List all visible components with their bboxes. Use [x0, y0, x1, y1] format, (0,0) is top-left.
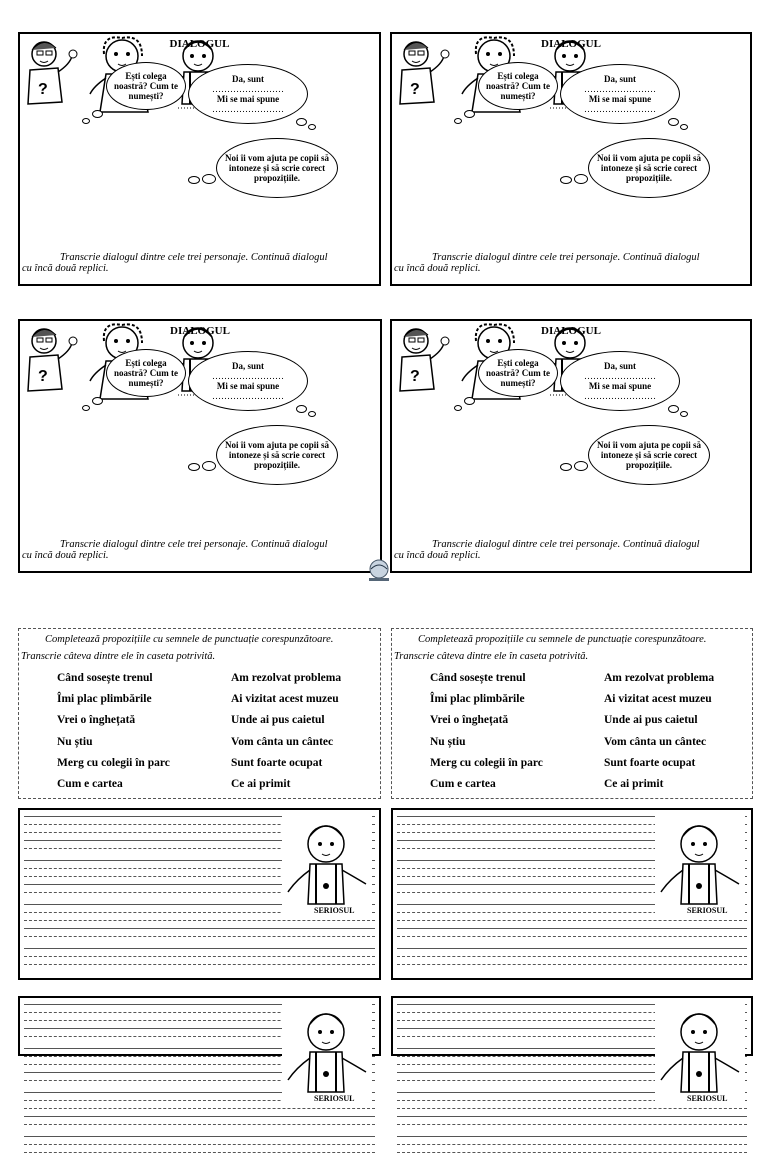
serious-boy-illustration — [655, 814, 745, 914]
help-text: Noi îi vom ajuta pe copii să intoneze și să scrie corect propozițiile. — [224, 440, 329, 470]
dialog-card — [390, 32, 752, 286]
sentence: Nu știu — [57, 735, 93, 748]
sentence: Ai vizitat acest muzeu — [604, 693, 712, 706]
sentence: Îmi plac plimbările — [430, 693, 525, 706]
dialog-card — [18, 32, 381, 286]
question-bubble — [106, 349, 186, 397]
svg-text:?: ? — [38, 81, 48, 98]
answer-line2: Mi se mai spune — [216, 94, 280, 104]
sentence: Merg cu colegii în parc — [430, 756, 543, 769]
exercise-instruction — [394, 631, 748, 665]
help-text: Noi îi vom ajuta pe copii să intoneze și să scrie corect propozițiile. — [596, 440, 701, 470]
answer-line1: Da, sunt — [231, 361, 264, 371]
instruction-line2: Transcrie câteva dintre ele în caseta potrivită. — [21, 651, 216, 662]
sentence: Nu știu — [430, 735, 466, 748]
question-bubble — [478, 62, 558, 110]
answer-dots: …………………… — [584, 84, 656, 94]
card-caption — [394, 539, 738, 561]
sentence: Îmi plac plimbările — [57, 693, 152, 706]
answer-line2: Mi se mai spune — [216, 381, 280, 391]
help-bubble — [588, 425, 710, 485]
question-text: Ești colega noastră? Cum te numești? — [114, 358, 178, 388]
card-title: DIALOGUL — [169, 38, 230, 50]
question-text: Ești colega noastră? Cum te numești? — [486, 358, 550, 388]
character-label: SERIOSUL — [687, 906, 728, 915]
answer-dots: …………………… — [212, 84, 284, 94]
help-bubble — [216, 138, 338, 198]
writing-card — [391, 996, 753, 1103]
sentence: Cum e cartea — [57, 778, 123, 791]
sentence: Vom cânta un cântec — [604, 735, 707, 748]
card-title: DIALOGUL — [170, 325, 230, 337]
card-title: DIALOGUL — [541, 38, 601, 50]
caption-line2: cu încă două replici. — [394, 263, 481, 274]
sentence: Vom cânta un cântec — [231, 735, 334, 748]
question-text: Ești colega noastră? Cum te numești? — [486, 71, 550, 101]
caption-line1: Transcrie dialogul dintre cele trei personaje. Continuă dialogul — [60, 252, 328, 263]
instruction-line2: Transcrie câteva dintre ele în caseta potrivită. — [394, 651, 589, 662]
sentence: Ai vizitat acest muzeu — [231, 693, 339, 706]
instruction-line1: Completează propozițiile cu semnele de punctuație corespunzătoare. — [45, 634, 334, 645]
sentence: Când sosește trenul — [430, 672, 526, 684]
answer-dots-2: …………………… — [584, 104, 656, 114]
sentence: Am rezolvat problema — [231, 672, 342, 684]
help-text: Noi îi vom ajuta pe copii să intoneze și să scrie corect propozițiile. — [596, 153, 701, 183]
exercise-instruction — [21, 631, 376, 665]
card-caption — [22, 539, 368, 561]
sentence: Am rezolvat problema — [604, 672, 715, 684]
sentence: Sunt foarte ocupat — [604, 756, 696, 769]
writing-card — [18, 996, 381, 1103]
dialog-card — [18, 319, 382, 573]
answer-bubble — [188, 351, 308, 411]
writing-card — [391, 808, 753, 980]
serious-boy-illustration — [282, 1002, 372, 1102]
sentence: Ce ai primit — [604, 778, 664, 791]
answer-dots: …………………… — [584, 371, 656, 381]
caption-line1: Transcrie dialogul dintre cele trei personaje. Continuă dialogul — [60, 539, 328, 550]
sentence: Când sosește trenul — [57, 672, 153, 684]
caption-line2: cu încă două replici. — [394, 550, 481, 561]
answer-line1: Da, sunt — [603, 74, 636, 84]
svg-text:?: ? — [38, 368, 48, 385]
left-sentences — [57, 668, 170, 795]
answer-dots-2: …………………… — [212, 391, 284, 401]
card-title: DIALOGUL — [541, 325, 601, 337]
sentence: Unde ai pus caietul — [231, 714, 325, 727]
character-label: SERIOSUL — [687, 1094, 728, 1103]
sentence: Vrei o înghețată — [57, 714, 136, 727]
answer-bubble — [188, 64, 308, 124]
caption-line1: Transcrie dialogul dintre cele trei personaje. Continuă dialogul — [432, 539, 700, 550]
left-sentences — [430, 668, 543, 795]
answer-bubble — [560, 351, 680, 411]
answer-line2: Mi se mai spune — [588, 381, 652, 391]
question-bubble — [478, 349, 558, 397]
right-sentences — [604, 668, 714, 795]
question-text: Ești colega noastră? Cum te numești? — [114, 71, 178, 101]
character-label: SERIOSUL — [314, 906, 355, 915]
sentence: Sunt foarte ocupat — [231, 756, 323, 769]
caption-line1: Transcrie dialogul dintre cele trei personaje. Continuă dialogul — [432, 252, 700, 263]
question-bubble — [106, 62, 186, 110]
punctuation-exercise — [18, 628, 381, 799]
sentence: Ce ai primit — [231, 778, 291, 791]
card-caption — [394, 252, 738, 274]
help-bubble — [588, 138, 710, 198]
character-label: SERIOSUL — [314, 1094, 355, 1103]
answer-line1: Da, sunt — [231, 74, 264, 84]
help-text: Noi îi vom ajuta pe copii să intoneze și să scrie corect propozițiile. — [224, 153, 329, 183]
punctuation-exercise — [391, 628, 753, 799]
answer-dots-2: …………………… — [584, 391, 656, 401]
answer-line1: Da, sunt — [603, 361, 636, 371]
serious-boy-illustration — [282, 814, 372, 914]
publisher-logo — [366, 558, 392, 584]
caption-line2: cu încă două replici. — [22, 550, 109, 561]
answer-line2: Mi se mai spune — [588, 94, 652, 104]
caption-line2: cu încă două replici. — [22, 263, 109, 274]
answer-bubble — [560, 64, 680, 124]
writing-card — [18, 808, 381, 980]
answer-dots-2: …………………… — [212, 104, 284, 114]
card-caption — [22, 252, 367, 274]
serious-boy-illustration — [655, 1002, 745, 1102]
sentence: Unde ai pus caietul — [604, 714, 698, 727]
svg-text:?: ? — [410, 368, 420, 385]
answer-dots: …………………… — [212, 371, 284, 381]
instruction-line1: Completează propozițiile cu semnele de punctuație corespunzătoare. — [418, 634, 707, 645]
svg-text:?: ? — [410, 81, 420, 98]
sentence: Vrei o înghețată — [430, 714, 509, 727]
help-bubble — [216, 425, 338, 485]
sentence: Merg cu colegii în parc — [57, 756, 170, 769]
right-sentences — [231, 668, 341, 795]
dialog-card — [390, 319, 752, 573]
sentence: Cum e cartea — [430, 778, 496, 791]
